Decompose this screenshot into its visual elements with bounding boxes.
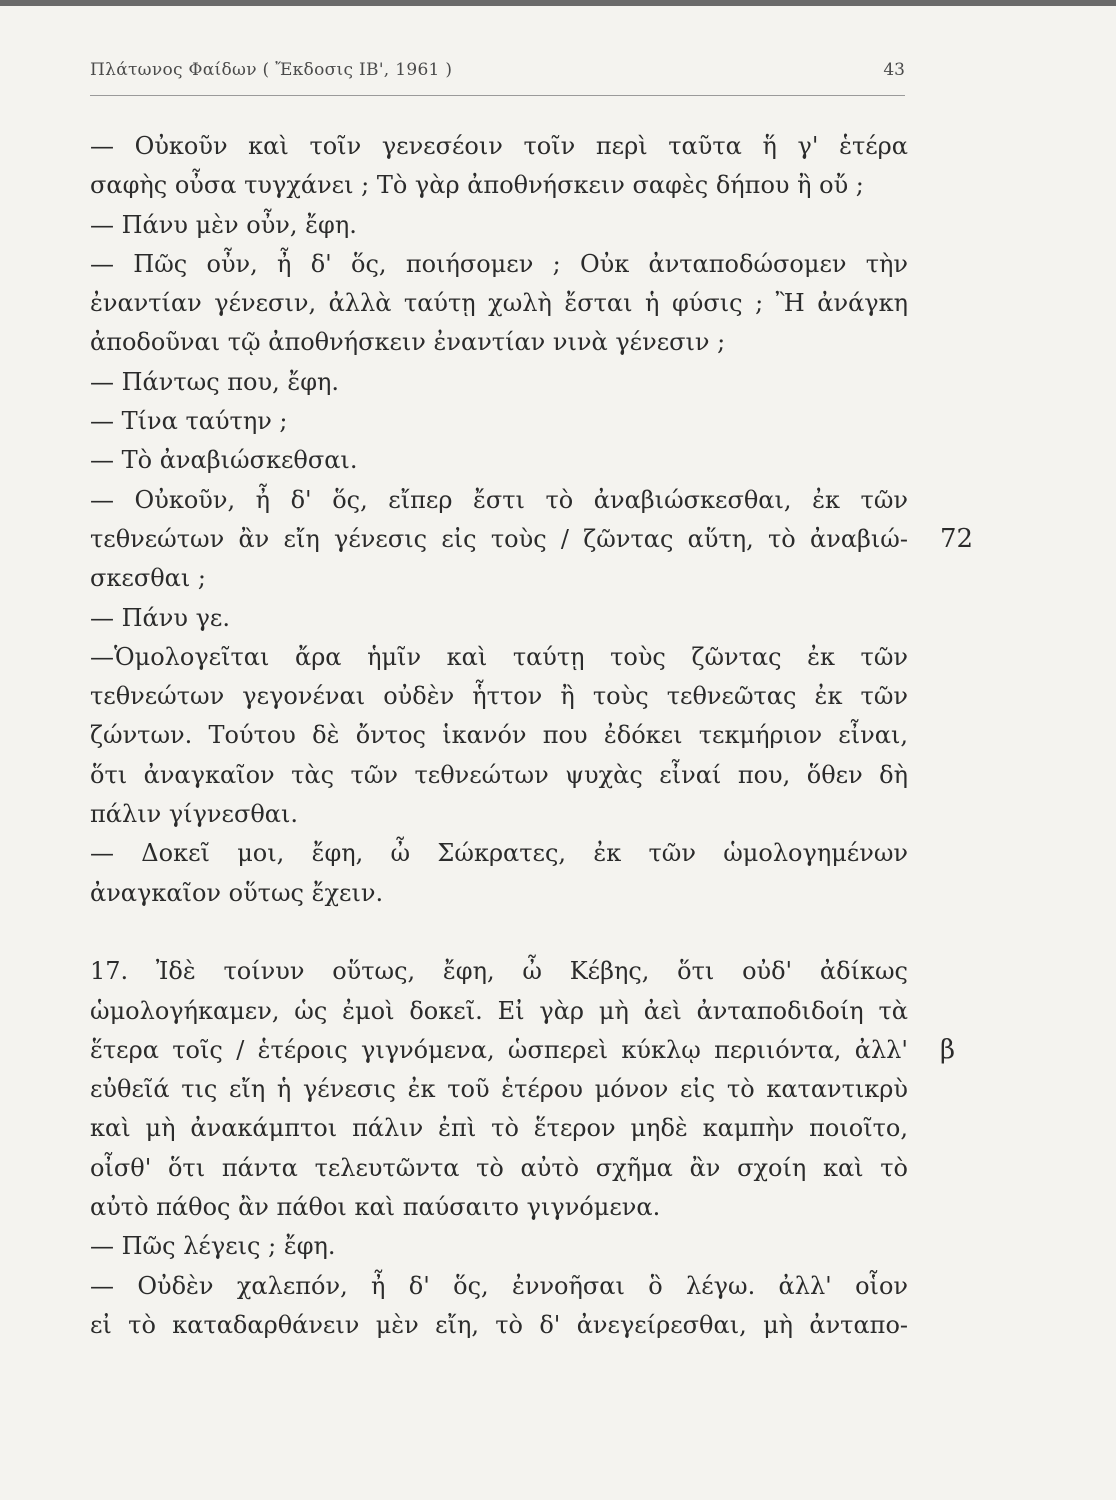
text-line-content: πάλιν γίγνεσθαι. xyxy=(90,800,299,829)
text-line xyxy=(90,284,908,323)
text-line-content: εὐθεῖά τις εἴη ἡ γένεσις ἐκ τοῦ ἑτέρου μόνον εἰς τὸ καταντικρὺ xyxy=(90,1075,908,1104)
text-line xyxy=(90,756,908,795)
page-number: 43 xyxy=(883,60,905,80)
text-line-content: ὡμολογήκαμεν, ὡς ἐμοὶ δοκεῖ. Εἰ γὰρ μὴ ἀεὶ ἀνταποδιδοίη τὰ xyxy=(90,996,908,1025)
text-line-content: σαφὴς οὖσα τυγχάνει ; Τὸ γὰρ ἀποθνήσκειν σαφὲς δήπου ἢ οὔ ; xyxy=(90,171,864,200)
text-line xyxy=(90,559,908,598)
text-line xyxy=(90,638,908,677)
margin-reference: β xyxy=(940,1034,956,1065)
text-line xyxy=(90,402,908,441)
text-line-content: — Τίνα ταύτην ; xyxy=(90,407,288,436)
header-rule xyxy=(90,95,905,96)
text-line-content: αὐτὸ πάθος ἂν πάθοι καὶ παύσαιτο γιγνόμενα. xyxy=(90,1193,661,1222)
text-line xyxy=(90,245,908,284)
text-line xyxy=(90,677,908,716)
text-line xyxy=(90,1227,908,1266)
text-line xyxy=(90,166,908,205)
text-line xyxy=(90,323,908,362)
running-title: Πλάτωνος Φαίδων ( Ἔκδοσις ΙΒ', 1961 ) xyxy=(90,60,453,80)
text-line-content: ἕτερα τοῖς / ἑτέροις γιγνόμενα, ὡσπερεὶ κύκλῳ περιιόντα, ἀλλ' xyxy=(90,1035,908,1064)
text-line-content: ἀναγκαῖον οὕτως ἔχειν. xyxy=(90,878,384,907)
text-line xyxy=(90,834,908,873)
text-line xyxy=(90,1070,908,1109)
text-line-content: σκεσθαι ; xyxy=(90,564,206,593)
running-header xyxy=(90,60,905,90)
text-line xyxy=(90,599,908,638)
text-line xyxy=(90,1267,908,1306)
text-line xyxy=(90,1149,908,1188)
text-line xyxy=(90,127,908,166)
text-line xyxy=(90,1306,908,1345)
text-line-content: ζώντων. Τούτου δὲ ὄντος ἱκανόν που ἐδόκει τεκμήριον εἶναι, xyxy=(90,721,908,750)
text-line-content: — Πῶς λέγεις ; ἔφη. xyxy=(90,1232,336,1261)
text-line-content: 17. Ἰδὲ τοίνυν οὕτως, ἔφη, ὦ Κέβης, ὅτι οὐδ' ἀδίκως xyxy=(90,957,908,986)
text-line-content: εἰ τὸ καταδαρθάνειν μὲν εἴη, τὸ δ' ἀνεγείρεσθαι, μὴ ἀνταπο- xyxy=(90,1310,908,1339)
text-line-content: ἐναντίαν γένεσιν, ἀλλὰ ταύτῃ χωλὴ ἔσται ἡ φύσις ; Ἢ ἀνάγκη xyxy=(90,289,908,318)
text-line-content: — Τὸ ἀναβιώσκεθσαι. xyxy=(90,446,358,475)
text-line-content: — Οὐδὲν χαλεπόν, ἦ δ' ὅς, ἐννοῆσαι ὃ λέγω. ἀλλ' οἷον xyxy=(90,1271,908,1300)
text-line-content: ἀποδοῦναι τῷ ἀποθνήσκειν ἐναντίαν νινὰ γένεσιν ; xyxy=(90,328,726,357)
text-line-content: —Ὁμολογεῖται ἄρα ἡμῖν καὶ ταύτῃ τοὺς ζῶντας ἐκ τῶν xyxy=(90,642,908,671)
text-line xyxy=(90,441,908,480)
text-line xyxy=(90,1031,956,1070)
text-line-content: τεθνεώτων ἂν εἴη γένεσις εἰς τοὺς / ζῶντας αὕτη, τὸ ἀναβιώ- xyxy=(90,524,908,553)
text-line-content: — Οὐκοῦν καὶ τοῖν γενεσέοιν τοῖν περὶ ταῦτα ἥ γ' ἑτέρα xyxy=(90,132,908,160)
text-line xyxy=(90,874,908,913)
text-line-content: — Πάνυ γε. xyxy=(90,603,230,632)
text-line xyxy=(90,992,908,1031)
text-line-content: — Πάνυ μὲν οὖν, ἔφη. xyxy=(90,210,357,239)
text-line-content: — Πάντως που, ἔφη. xyxy=(90,367,340,396)
text-line-content: οἶσθ' ὅτι πάντα τελευτῶντα τὸ αὐτὸ σχῆμα ἂν σχοίη καὶ τὸ xyxy=(90,1153,908,1182)
paragraph-gap xyxy=(90,913,908,952)
text-line xyxy=(90,1188,908,1227)
text-line xyxy=(90,481,908,520)
text-line xyxy=(90,795,908,834)
text-line-content: τεθνεώτων γεγονέναι οὐδὲν ἧττον ἢ τοὺς τεθνεῶτας ἐκ τῶν xyxy=(90,682,908,711)
text-line-content: καὶ μὴ ἀνακάμπτοι πάλιν ἐπὶ τὸ ἕτερον μηδὲ καμπὴν ποιοῖτο, xyxy=(90,1114,908,1143)
text-line xyxy=(90,520,974,559)
text-line xyxy=(90,206,908,245)
text-line-content: — Πῶς οὖν, ἦ δ' ὅς, ποιήσομεν ; Οὐκ ἀνταποδώσομεν τὴν xyxy=(90,249,908,278)
text-line xyxy=(90,952,908,991)
text-line-content: — Οὐκοῦν, ἦ δ' ὅς, εἴπερ ἔστι τὸ ἀναβιώσκεσθαι, ἐκ τῶν xyxy=(90,485,908,514)
text-body xyxy=(90,127,974,1345)
page-top-edge xyxy=(0,0,1116,6)
text-line xyxy=(90,716,908,755)
margin-reference: 72 xyxy=(940,523,974,554)
text-line xyxy=(90,1109,908,1148)
text-line xyxy=(90,363,908,402)
text-line-content: — Δοκεῖ μοι, ἔφη, ὦ Σώκρατες, ἐκ τῶν ὡμολογημένων xyxy=(90,839,908,868)
text-line-content: ὅτι ἀναγκαῖον τὰς τῶν τεθνεώτων ψυχὰς εἶναί που, ὅθεν δὴ xyxy=(90,760,908,789)
